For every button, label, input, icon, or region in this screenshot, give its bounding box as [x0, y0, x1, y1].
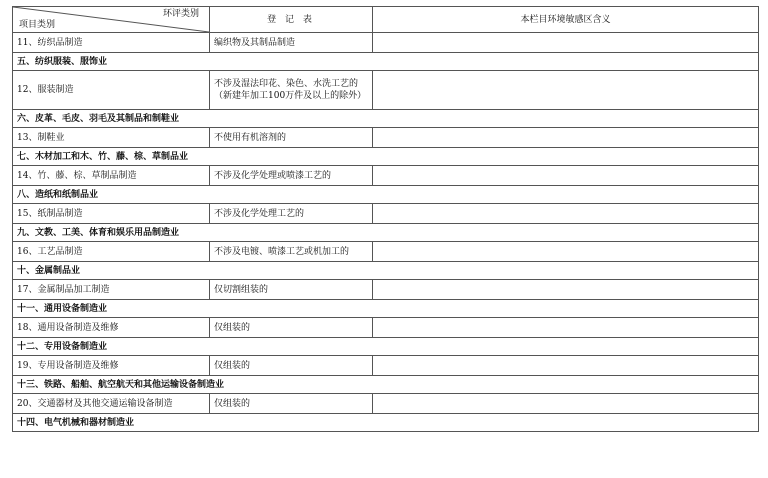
section-title: 十一、通用设备制造业: [13, 300, 759, 318]
project-category-cell: 18、通用设备制造及维修: [13, 318, 210, 338]
register-condition-cell: 编织物及其制品制造: [210, 33, 373, 53]
section-heading-row: [13, 262, 759, 280]
section-heading-row: [13, 338, 759, 356]
project-category-cell: 15、纸制品制造: [13, 204, 210, 224]
diagonal-header-cell: [13, 7, 210, 33]
table-row: [13, 71, 759, 110]
section-heading-row: [13, 414, 759, 432]
sensitive-area-cell: [373, 318, 759, 338]
section-title: 八、造纸和纸制品业: [13, 186, 759, 204]
register-condition-cell: 不涉及化学处理或喷漆工艺的: [210, 166, 373, 186]
table-row: [13, 166, 759, 186]
register-condition-cell: 不使用有机溶剂的: [210, 128, 373, 148]
header-register-form: 登 记 表: [210, 7, 373, 33]
table-body: [13, 33, 759, 432]
section-heading-row: [13, 148, 759, 166]
register-condition-cell: 仅组装的: [210, 394, 373, 414]
document-page: [12, 6, 758, 432]
sensitive-area-cell: [373, 242, 759, 262]
sensitive-area-cell: [373, 33, 759, 53]
section-title: 十、金属制品业: [13, 262, 759, 280]
table-row: [13, 280, 759, 300]
section-heading-row: [13, 224, 759, 242]
project-category-cell: 13、制鞋业: [13, 128, 210, 148]
sensitive-area-cell: [373, 356, 759, 376]
sensitive-area-cell: [373, 204, 759, 224]
section-title: 十三、铁路、船舶、航空航天和其他运输设备制造业: [13, 376, 759, 394]
register-condition-cell: 不涉及湿法印花、染色、水洗工艺的（新建年加工100万件及以上的除外）: [210, 71, 373, 110]
register-condition-cell: 仅组装的: [210, 356, 373, 376]
table-row: [13, 33, 759, 53]
section-title: 十二、专用设备制造业: [13, 338, 759, 356]
table-header-row: [13, 7, 759, 33]
header-env-category-label: 环评类别: [162, 9, 199, 19]
table-row: [13, 318, 759, 338]
project-category-cell: 19、专用设备制造及维修: [13, 356, 210, 376]
section-title: 五、纺织服装、服饰业: [13, 53, 759, 71]
sensitive-area-cell: [373, 128, 759, 148]
header-sensitive-area-meaning: 本栏目环境敏感区含义: [373, 7, 759, 33]
header-project-category-label: 项目类别: [19, 20, 56, 30]
sensitive-area-cell: [373, 166, 759, 186]
register-condition-cell: 不涉及电镀、喷漆工艺或机加工的: [210, 242, 373, 262]
project-category-cell: 11、纺织品制造: [13, 33, 210, 53]
table-row: [13, 242, 759, 262]
section-heading-row: [13, 53, 759, 71]
register-condition-cell: 仅切割组装的: [210, 280, 373, 300]
sensitive-area-cell: [373, 280, 759, 300]
section-heading-row: [13, 110, 759, 128]
sensitive-area-cell: [373, 394, 759, 414]
project-category-cell: 20、交通器材及其他交通运输设备制造: [13, 394, 210, 414]
section-title: 七、木材加工和木、竹、藤、棕、草制品业: [13, 148, 759, 166]
section-heading-row: [13, 376, 759, 394]
table-row: [13, 356, 759, 376]
sensitive-area-cell: [373, 71, 759, 110]
section-title: 六、皮革、毛皮、羽毛及其制品和制鞋业: [13, 110, 759, 128]
section-title: 九、文教、工美、体育和娱乐用品制造业: [13, 224, 759, 242]
project-category-cell: 17、金属制品加工制造: [13, 280, 210, 300]
project-category-cell: 12、服装制造: [13, 71, 210, 110]
section-title: 十四、电气机械和器材制造业: [13, 414, 759, 432]
table-row: [13, 394, 759, 414]
section-heading-row: [13, 300, 759, 318]
section-heading-row: [13, 186, 759, 204]
project-category-cell: 14、竹、藤、棕、草制品制造: [13, 166, 210, 186]
table-row: [13, 128, 759, 148]
project-category-cell: 16、工艺品制造: [13, 242, 210, 262]
register-condition-cell: 仅组装的: [210, 318, 373, 338]
environmental-category-table: [12, 6, 759, 432]
table-row: [13, 204, 759, 224]
register-condition-cell: 不涉及化学处理工艺的: [210, 204, 373, 224]
